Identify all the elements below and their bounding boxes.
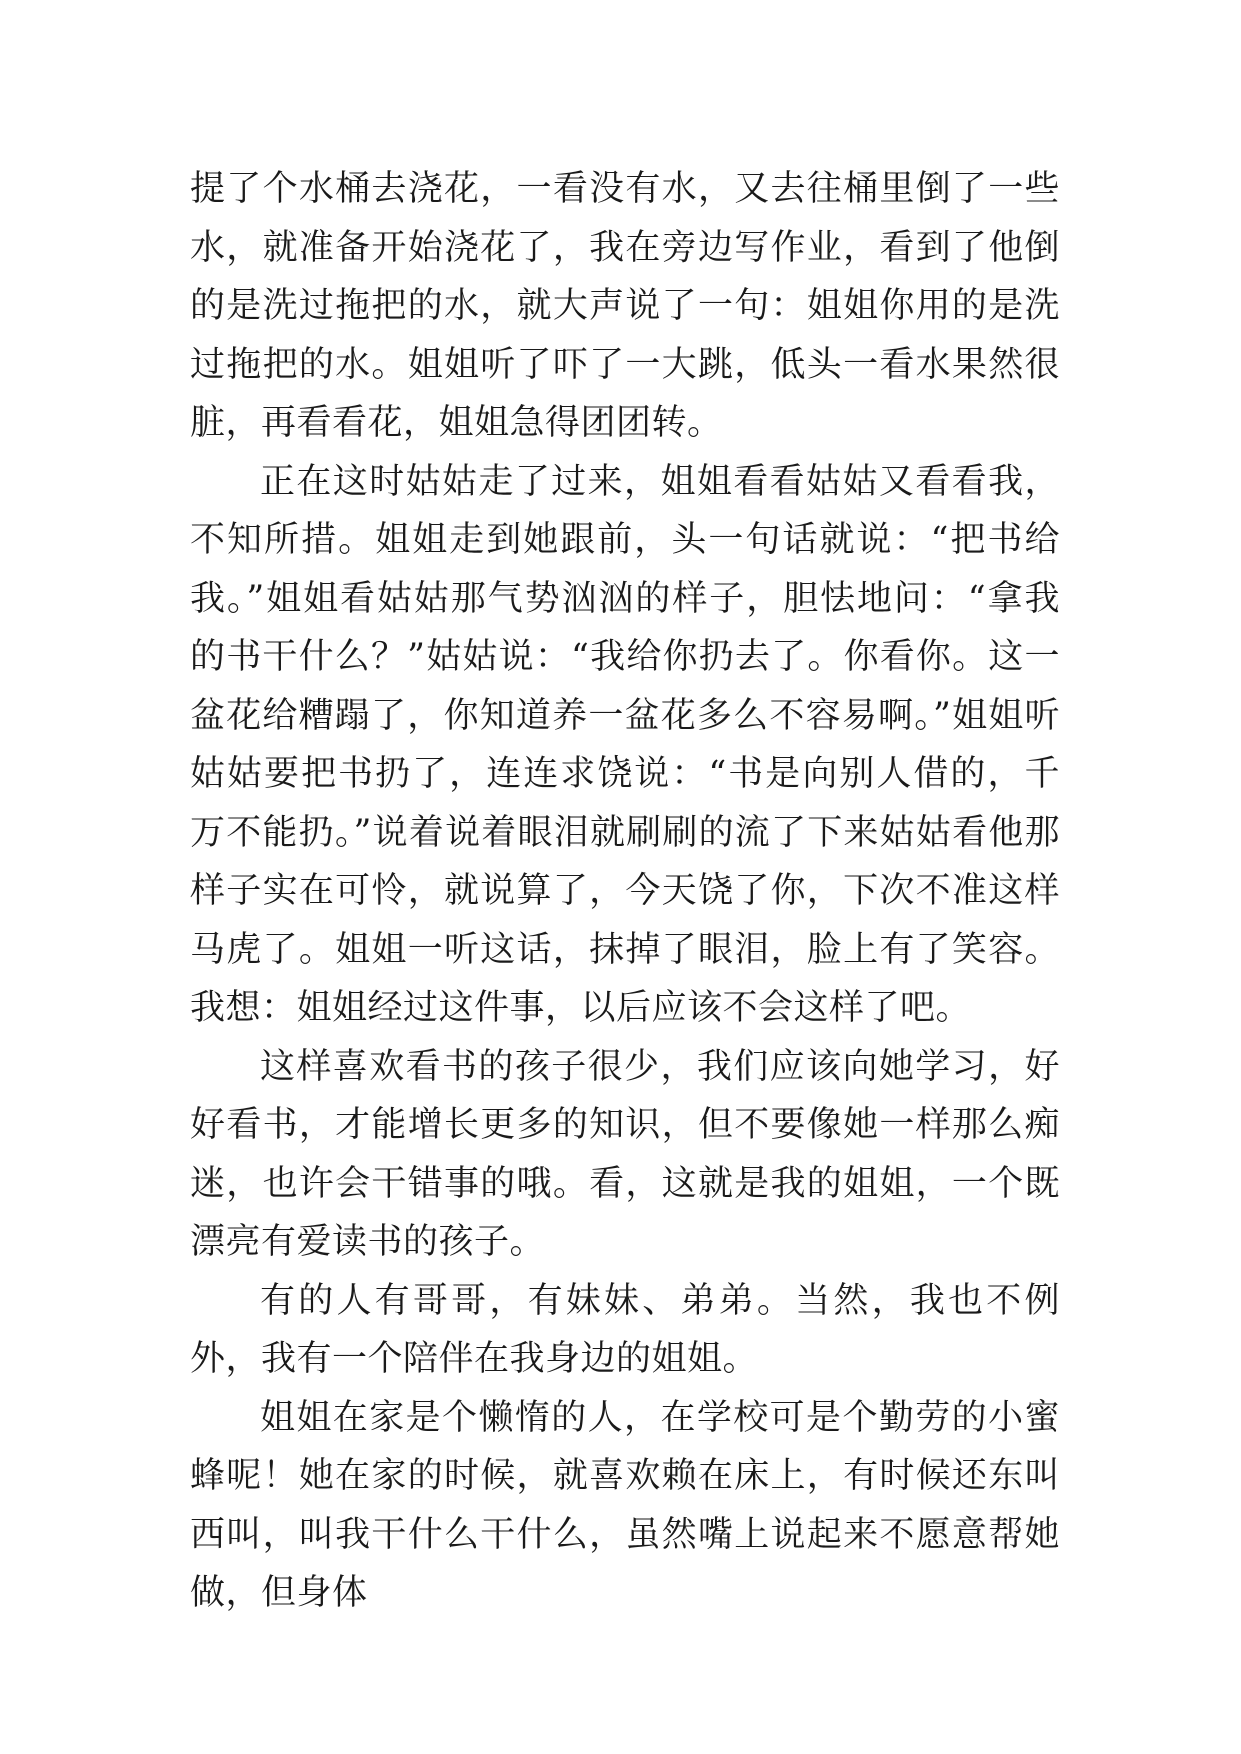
paragraph-2: 正在这时姑姑走了过来，姐姐看看姑姑又看看我，不知所措。姐姐走到她跟前，头一句话就说：“把书给我。”姐姐看姑姑那气势汹汹的样子，胆怯地问：“拿我的书干什么？”姑姑说：“我给你扔去了。你看你。这一盆花给糟蹋了，你知道养一盆花多么不容易啊。”姐姐听姑姑要把书扔了，连连求饶说：“书是向别人借的，千万不能扔。”说着说着眼泪就刷刷的流了下来姑姑看他那样子实在可怜，就说算了，今天饶了你，下次不准这样马虎了。姐姐一听这话，抹掉了眼泪，脸上有了笑容。我想：姐姐经过这件事，以后应该不会这样了吧。 [190,461,1060,1028]
paragraph-1: 提了个水桶去浇花，一看没有水，又去往桶里倒了一些水，就准备开始浇花了，我在旁边写作业，看到了他倒的是洗过拖把的水，就大声说了一句：姐姐你用的是洗过拖把的水。姐姐听了吓了一大跳，低头一看水果然很脏，再看看花，姐姐急得团团转。 [190,169,1060,443]
body-text [190,160,1060,1623]
paragraph-4: 有的人有哥哥，有妹妹、弟弟。当然，我也不例外，我有一个陪伴在我身边的姐姐。 [190,1280,1060,1379]
paragraph-3: 这样喜欢看书的孩子很少，我们应该向她学习，好好看书，才能增长更多的知识，但不要像她一样那么痴迷，也许会干错事的哦。看，这就是我的姐姐，一个既漂亮有爱读书的孩子。 [190,1046,1060,1262]
paragraph-5: 姐姐在家是个懒惰的人，在学校可是个勤劳的小蜜蜂呢！她在家的时候，就喜欢赖在床上，有时候还东叫西叫，叫我干什么干什么，虽然嘴上说起来不愿意帮她做，但身体 [190,1397,1060,1613]
